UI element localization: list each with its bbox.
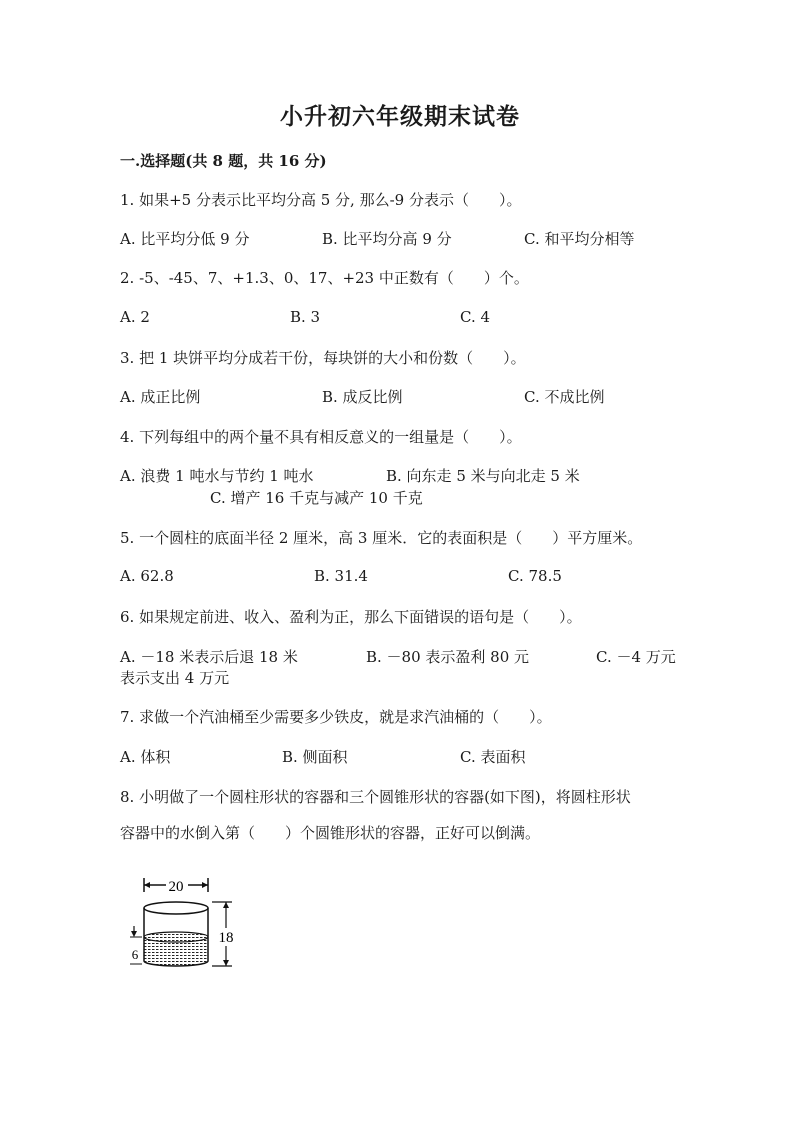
q1-option-a: A. 比平均分低 9 分 bbox=[120, 230, 250, 248]
q3-option-b: B. 成反比例 bbox=[322, 388, 403, 406]
q4-option-b: B. 向东走 5 米与向北走 5 米 bbox=[386, 467, 580, 485]
water-height-label: 6 bbox=[131, 947, 139, 962]
q2-option-c: C. 4 bbox=[460, 308, 491, 326]
question-4: 4. 下列每组中的两个量不具有相反意义的一组量是（ ）。 bbox=[120, 428, 522, 446]
q6-option-b: B. －80 表示盈利 80 元 bbox=[366, 648, 530, 666]
question-3: 3. 把 1 块饼平均分成若干份，每块饼的大小和份数（ ）。 bbox=[120, 349, 526, 367]
q2-option-b: B. 3 bbox=[290, 308, 321, 326]
q6-option-c: C. －4 万元 bbox=[596, 648, 676, 666]
q6-option-c-continued: 表示支出 4 万元 bbox=[120, 669, 230, 687]
q3-option-a: A. 成正比例 bbox=[120, 388, 201, 406]
q2-option-a: A. 2 bbox=[120, 308, 150, 326]
q7-option-c: C. 表面积 bbox=[460, 748, 526, 766]
height-label: 18 bbox=[218, 930, 234, 946]
q4-option-a: A. 浪费 1 吨水与节约 1 吨水 bbox=[120, 467, 314, 485]
q3-option-c: C. 不成比例 bbox=[524, 388, 605, 406]
section-heading: 一.选择题(共 8 题，共 16 分) bbox=[120, 152, 327, 170]
question-1: 1. 如果+5 分表示比平均分高 5 分, 那么-9 分表示（ ）。 bbox=[120, 191, 522, 209]
q5-option-c: C. 78.5 bbox=[508, 567, 562, 585]
question-6: 6. 如果规定前进、收入、盈利为正，那么下面错误的语句是（ ）。 bbox=[120, 608, 582, 626]
q7-option-a: A. 体积 bbox=[120, 748, 171, 766]
question-8-line-2: 容器中的水倒入第（ ）个圆锥形状的容器，正好可以倒满。 bbox=[120, 824, 541, 842]
cylinder-figure bbox=[128, 876, 240, 986]
q1-option-c: C. 和平均分相等 bbox=[524, 230, 635, 248]
water-surface bbox=[144, 932, 208, 942]
question-7: 7. 求做一个汽油桶至少需要多少铁皮，就是求汽油桶的（ ）。 bbox=[120, 708, 552, 726]
q5-option-b: B. 31.4 bbox=[314, 567, 368, 585]
q1-option-b: B. 比平均分高 9 分 bbox=[322, 230, 452, 248]
question-2: 2. -5、-45、7、+1.3、0、17、+23 中正数有（ ）个。 bbox=[120, 269, 529, 287]
exam-title: 小升初六年级期末试卷 bbox=[280, 103, 520, 130]
question-5: 5. 一个圆柱的底面半径 2 厘米，高 3 厘米．它的表面积是（ ）平方厘米。 bbox=[120, 529, 643, 547]
q6-option-a: A. －18 米表示后退 18 米 bbox=[120, 648, 298, 666]
question-8: 8. 小明做了一个圆柱形状的容器和三个圆锥形状的容器(如下图)，将圆柱形状 bbox=[120, 788, 631, 806]
q4-option-c: C. 增产 16 千克与减产 10 千克 bbox=[210, 489, 423, 507]
cylinder-top bbox=[144, 902, 208, 914]
diameter-label: 20 bbox=[168, 879, 184, 895]
q5-option-a: A. 62.8 bbox=[120, 567, 174, 585]
q7-option-b: B. 侧面积 bbox=[282, 748, 348, 766]
